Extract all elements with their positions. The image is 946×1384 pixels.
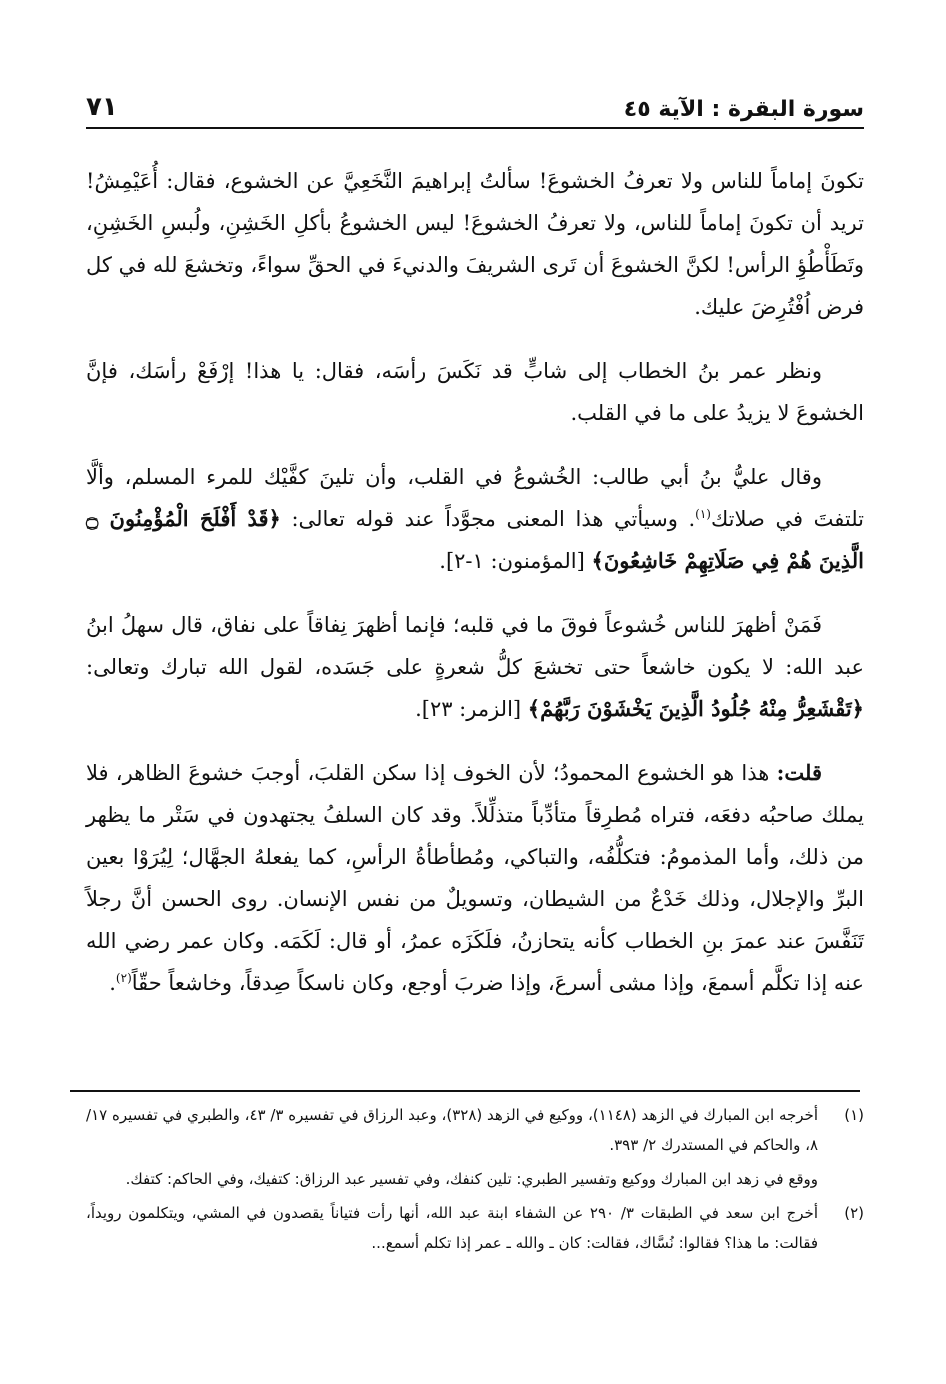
quran-ref-2: [الزمر: ٢٣].	[415, 697, 522, 721]
main-text	[86, 160, 864, 1026]
quran-ref-1: [المؤمنون: ١-٢].	[439, 549, 585, 573]
page-header	[86, 82, 864, 122]
footnote-rule	[70, 1090, 860, 1092]
qult-label: قلت:	[776, 760, 822, 785]
footnote-1	[86, 1100, 864, 1160]
footnote-2-number: (٢)	[844, 1204, 864, 1222]
footnote-ref-1[interactable]: (١)	[695, 507, 711, 521]
quran-verse-1: ﴿قَدْ أَفْلَحَ الْمُؤْمِنُونَ ۝ الَّذِينَ هُمْ فِي صَلَاتِهِمْ خَاشِعُونَ﴾	[86, 506, 864, 573]
running-title: سورة البقرة : الآية ٤٥	[623, 97, 864, 122]
paragraph-5: قلت: هذا هو الخشوع المحمودُ؛ لأن الخوف إذا سكن القلبَ، أوجبَ خشوعَ الظاهر، فلا يملك صاحبُه دفعَه، فتراه مُطرِقاً متأدِّباً متذلِّلاً. وقد كان السلفُ يجتهدون في سَتْر ما يظهر من ذلك، وأما المذمومُ: فتكلُّفُه، والتباكي، ومُطأطأةُ الرأسِ، كما يفعلهُ الجهَّال؛ لِيُرَوْا بعين البرِّ والإجلال، وذلك خَدْعٌ من الشيطان، وتسويلٌ من نفس الإنسان. روى الحسن أنَّ رجلاً تَنَفَّسَ عند عمرَ بنِ الخطاب كأنه يتحازنُ، فلَكَزَه عمرُ، أو قال: لَكَمَه. وكان عمر رضي الله عنه إذا تكلَّم أسمعَ، وإذا مشى أسرعَ، وإذا ضربَ أوجع، وكان ناسكاً صِدقاً، وخاشعاً حقّاً$^{(٢)}$.	[86, 760, 864, 995]
footnote-2-text: أخرج ابن سعد في الطبقات ٣/ ٢٩٠ عن الشفاء ابنة عبد الله، أنها رأت فتياناً يقصدون في المشي، ويتكلمون رويداً، فقالت: ما هذا؟ فقالوا: نُسَّاك، فقالت: كان ـ والله ـ عمر إذا تكلم أسمع...	[86, 1204, 818, 1252]
footnote-1-number: (١)	[844, 1106, 864, 1124]
footnote-2	[86, 1198, 864, 1258]
footnote-1-text: أخرجه ابن المبارك في الزهد (١١٤٨)، ووكيع في الزهد (٣٢٨)، وعبد الرزاق في تفسيره ٣/ ٤٣، والطبري في تفسيره ١٧/ ٨، والحاكم في المستدرك ٢/ ٣٩٣.	[86, 1106, 818, 1154]
page-number: ٧١	[86, 92, 118, 122]
quran-verse-2: ﴿تَقْشَعِرُّ مِنْهُ جُلُودُ الَّذِينَ يَخْشَوْنَ رَبَّهُمْ﴾	[527, 696, 864, 721]
header-rule	[86, 127, 864, 129]
footnote-1-note: ووقع في زهد ابن المبارك ووكيع وتفسير الطبري: تلين كنفك، وفي تفسير عبد الرزاق: كتفيك، وفي الحاكم: كتفك.	[125, 1170, 818, 1188]
footnote-ref-2[interactable]: (٢)	[115, 971, 132, 985]
footnotes	[86, 1100, 864, 1262]
paragraph-4: فَمَنْ أظهرَ للناس خُشوعاً فوقَ ما في قلبه؛ فإنما أظهرَ نِفاقاً على نفاق، قال سهلُ ابنُ عبد الله: لا يكون خاشعاً حتى تخشعَ كلُّ شعرةٍ على جَسَده، لقول الله تبارك وتعالى: ﴿تَقْشَعِرُّ مِنْهُ جُلُودُ الَّذِينَ يَخْشَوْنَ رَبَّهُمْ﴾ [الزمر: ٢٣].	[86, 613, 864, 721]
paragraph-3: وقال عليُّ بنُ أبي طالب: الخُشوعُ في القلب، وأن تلينَ كفَّيْك للمرء المسلم، وألَّا تلتفتَ في صلاتك$^{(١)}$. وسيأتي هذا المعنى مجوَّداً عند قوله تعالى: ﴿قَدْ أَفْلَحَ الْمُؤْمِنُونَ ۝ الَّذِينَ هُمْ فِي صَلَاتِهِمْ خَاشِعُونَ﴾ [المؤمنون: ١-٢].	[86, 465, 864, 573]
paragraph-1: تكونَ إماماً للناس ولا تعرفُ الخشوعَ! سألتُ إبراهيمَ النَّخَعِيَّ عن الخشوع، فقال: أُعَيْمِشُ! تريد أن تكونَ إماماً للناس، ولا تعرفُ الخشوعَ! ليس الخشوعُ بأكلِ الخَشِنِ، ولُبسِ الخَشِنِ، وتَطَأْطُؤِ الرأس! لكنَّ الخشوعَ أن تَرى الشريفَ والدنيءَ في الحقِّ سواءً، وتخشعَ لله في كل فرض اُفْتُرِضَ عليك.	[86, 169, 864, 319]
paragraph-2: ونظر عمر بنُ الخطاب إلى شابٍّ قد نَكَسَ رأسَه، فقال: يا هذا! إرْفَعْ رأسَك، فإنَّ الخشوعَ لا يزيدُ على ما في القلب.	[86, 359, 864, 425]
